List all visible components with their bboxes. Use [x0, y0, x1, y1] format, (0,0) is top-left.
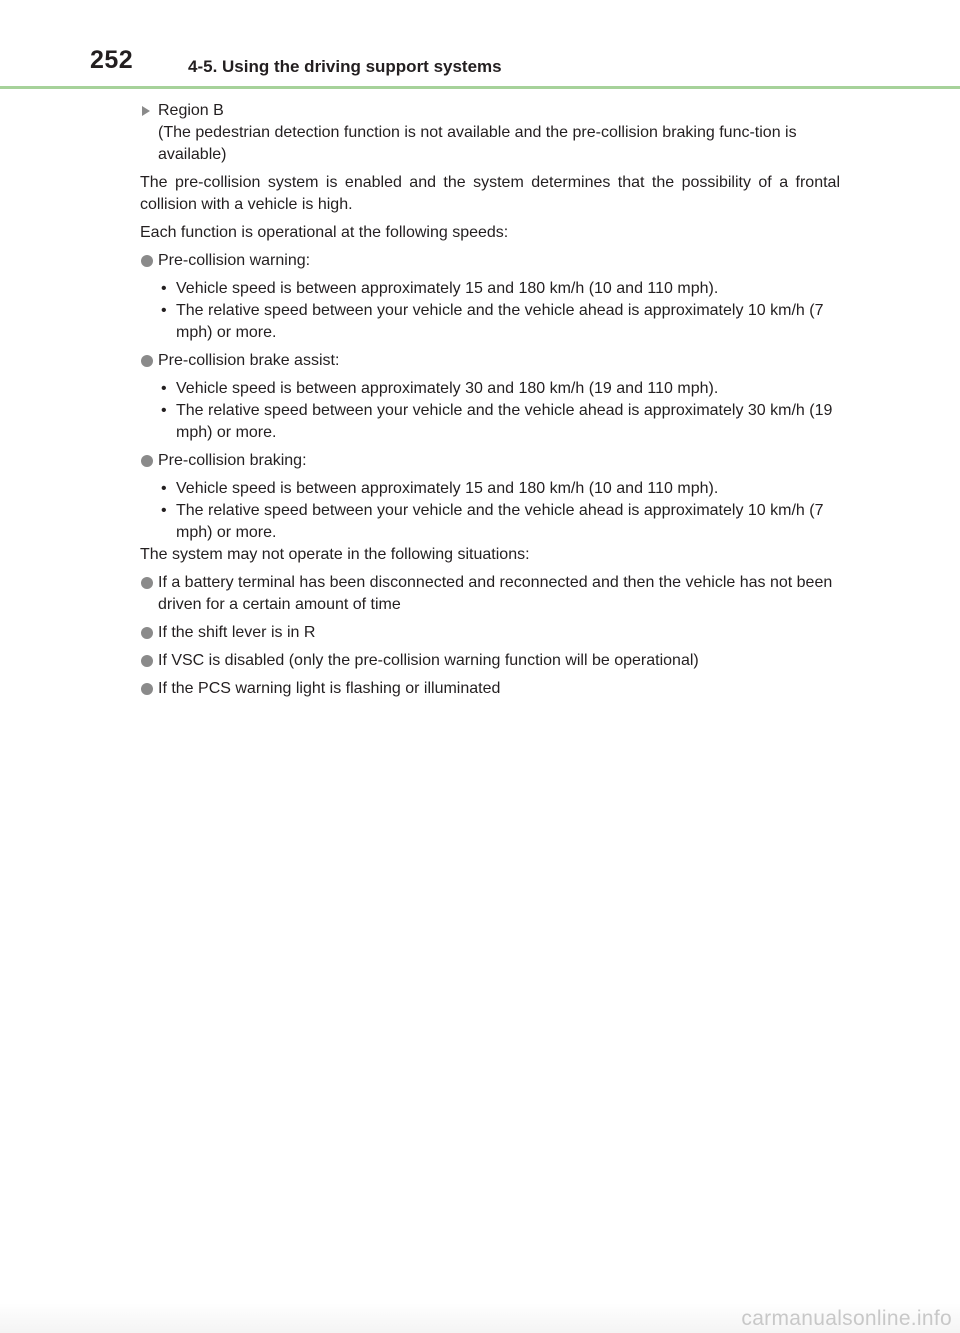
condition-item	[158, 278, 840, 300]
condition-item	[158, 478, 840, 500]
dot-bullet-icon: •	[161, 502, 167, 519]
condition-text: The relative speed between your vehicle and the vehicle ahead is approximately 30 km/h (19 mph) or more.	[176, 402, 833, 441]
page-number: 252	[90, 46, 134, 74]
condition-text: Vehicle speed is between approximately 30 and 180 km/h (19 and 110 mph).	[176, 380, 719, 397]
intro-paragraph: The pre-collision system is enabled and the system determines that the possibility of a frontal collision with a vehicle is high.	[140, 174, 840, 213]
function-label: Pre-collision braking:	[158, 452, 307, 469]
dot-bullet-icon: •	[161, 402, 167, 419]
situation-text: If a battery terminal has been disconnected and reconnected and then the vehicle has not been driven for a certain amount of time	[158, 574, 833, 613]
condition-text: Vehicle speed is between approximately 15 and 180 km/h (10 and 110 mph).	[176, 480, 719, 497]
condition-text: Vehicle speed is between approximately 15 and 180 km/h (10 and 110 mph).	[176, 280, 719, 297]
function-item-warning	[140, 250, 840, 344]
function-item-brake-assist	[140, 350, 840, 444]
dot-bullet-icon: •	[161, 280, 167, 297]
region-block	[140, 100, 840, 166]
page-content	[140, 100, 840, 706]
speeds-paragraph: Each function is operational at the following speeds:	[140, 224, 509, 241]
function-label: Pre-collision brake assist:	[158, 352, 340, 369]
dot-bullet-icon: •	[161, 380, 167, 397]
region-note: (The pedestrian detection function is not available and the pre-collision braking func-tion is available)	[158, 124, 797, 163]
circle-bullet-icon	[141, 255, 153, 267]
circle-bullet-icon	[141, 655, 153, 667]
circle-bullet-icon	[141, 627, 153, 639]
section-title: 4-5. Using the driving support systems	[188, 57, 502, 76]
condition-text: The relative speed between your vehicle and the vehicle ahead is approximately 10 km/h (7 mph) or more.	[176, 502, 824, 541]
situation-item	[140, 678, 840, 700]
condition-item	[158, 400, 840, 444]
situation-text: If the PCS warning light is flashing or illuminated	[158, 680, 501, 697]
situation-item	[140, 572, 840, 616]
condition-item	[158, 500, 840, 544]
situations-intro: The system may not operate in the following situations:	[140, 546, 530, 563]
function-item-braking	[140, 450, 840, 544]
circle-bullet-icon	[141, 455, 153, 467]
condition-list	[158, 378, 840, 444]
circle-bullet-icon	[141, 355, 153, 367]
dot-bullet-icon: •	[161, 480, 167, 497]
condition-list	[158, 278, 840, 344]
situation-item	[140, 650, 840, 672]
circle-bullet-icon	[141, 577, 153, 589]
region-title: Region B	[158, 102, 224, 119]
circle-bullet-icon	[141, 683, 153, 695]
situation-item	[140, 622, 840, 644]
condition-text: The relative speed between your vehicle and the vehicle ahead is approximately 10 km/h (7 mph) or more.	[176, 302, 824, 341]
page-header	[0, 0, 960, 95]
condition-list	[158, 478, 840, 544]
header-divider	[0, 86, 960, 89]
dot-bullet-icon: •	[161, 302, 167, 319]
condition-item	[158, 300, 840, 344]
triangle-bullet-icon	[142, 106, 150, 116]
condition-item	[158, 378, 840, 400]
function-label: Pre-collision warning:	[158, 252, 311, 269]
watermark: carmanualsonline.info	[741, 1307, 952, 1330]
situation-text: If VSC is disabled (only the pre-collision warning function will be operational)	[158, 652, 699, 669]
situation-text: If the shift lever is in R	[158, 624, 316, 641]
